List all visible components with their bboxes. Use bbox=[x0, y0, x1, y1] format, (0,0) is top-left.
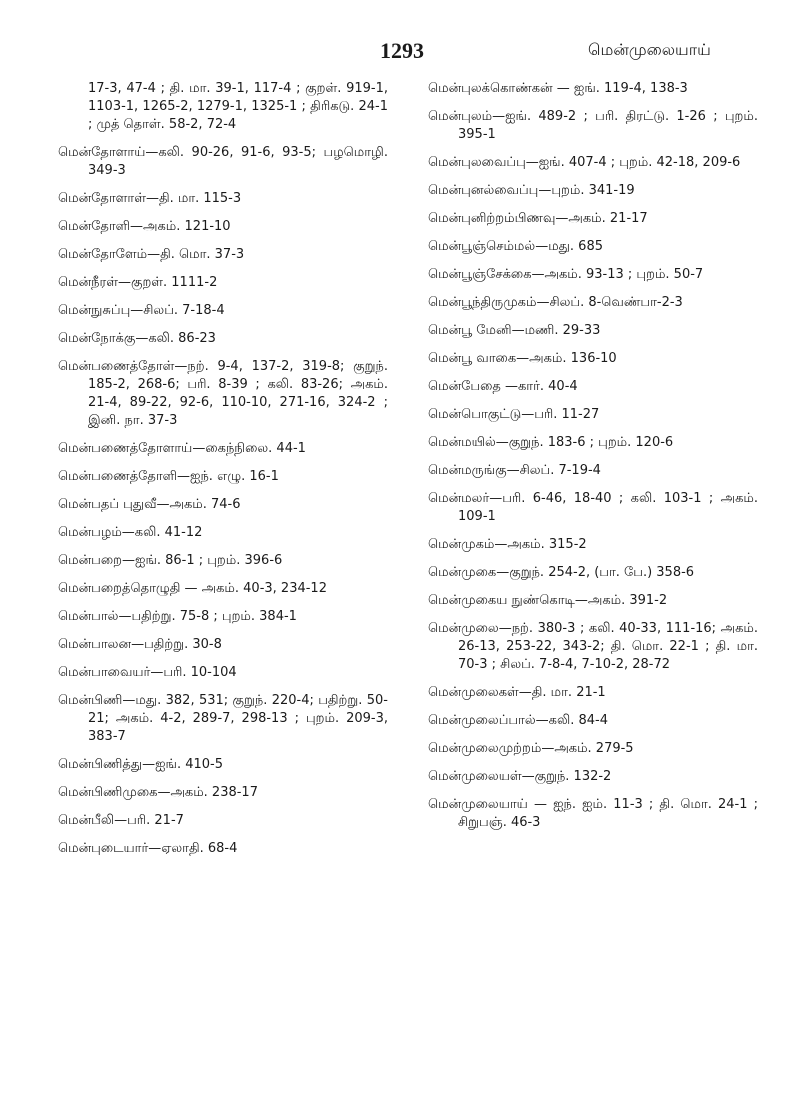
index-entry bbox=[428, 462, 758, 480]
entry-references: —பதிற்று. 30-8 bbox=[131, 637, 222, 652]
entry-headword: மென்முலையள் bbox=[428, 769, 522, 784]
entry-references: —நற். 380-3 ; கலி. 40-33, 111-16; அகம். 26-13, 253-22, 343-2; தி. மொ. 22-1 ; தி. மா. 70-3 ; சிலப். 7-8-4, 7-10-2, 28-72 bbox=[458, 621, 758, 672]
index-entry bbox=[58, 190, 388, 208]
entry-references: —நற். 9-4, 137-2, 319-8; குறுந். 185-2, 268-6; பரி. 8-39 ; கலி. 83-26; அகம். 21-4, 89-22, 92-6, 110-10, 271-16, 324-2 ; இனி. நா. 37-3 bbox=[88, 359, 388, 428]
entry-references: —பரி. 6-46, 18-40 ; கலி. 103-1 ; அகம். 109-1 bbox=[458, 491, 758, 524]
entry-headword: மென்புலக்கொண்கன் bbox=[428, 81, 553, 96]
index-entry bbox=[58, 580, 388, 598]
index-entry bbox=[58, 608, 388, 626]
index-entry bbox=[58, 144, 388, 180]
entry-headword: மென்பூஞ்செம்மல் bbox=[428, 239, 536, 254]
index-entry bbox=[428, 740, 758, 758]
entry-references: —பரி. 10-104 bbox=[150, 665, 237, 680]
index-entry bbox=[58, 552, 388, 570]
index-entry bbox=[428, 182, 758, 200]
entry-references: —அகம். 93-13 ; புறம். 50-7 bbox=[531, 267, 704, 282]
index-entry bbox=[58, 664, 388, 682]
entry-references: —அகம். 74-6 bbox=[156, 497, 241, 512]
index-entry bbox=[58, 840, 388, 858]
entry-references: —குறுந். 254-2, (பா. பே.) 358-6 bbox=[496, 565, 695, 580]
entry-references: —ஐங். 489-2 ; பரி. திரட்டு. 1-26 ; புறம். 395-1 bbox=[458, 109, 758, 142]
index-entry bbox=[428, 350, 758, 368]
entry-headword: மென்பிணி bbox=[58, 693, 123, 708]
entry-headword: மென்பூந்திருமுகம் bbox=[428, 295, 537, 310]
index-entry bbox=[428, 712, 758, 730]
entry-headword: மென்புலம் bbox=[428, 109, 493, 124]
entry-headword: மென்பாலன bbox=[58, 637, 132, 652]
entry-headword: மென்தோளாய் bbox=[58, 145, 146, 160]
entry-headword: மென்மயில் bbox=[428, 435, 496, 450]
index-entry bbox=[58, 524, 388, 542]
entry-headword: மென்முலை bbox=[428, 621, 499, 636]
entry-references: —அகம். 315-2 bbox=[494, 537, 587, 552]
entry-references: —பரி. 21-7 bbox=[114, 813, 184, 828]
entry-headword: மென்தோளாள் bbox=[58, 191, 146, 206]
index-entry bbox=[58, 440, 388, 458]
entry-headword: மென்பணைத்தோளி bbox=[58, 469, 178, 484]
index-entry bbox=[428, 266, 758, 284]
entry-references: —தி. மொ. 37-3 bbox=[147, 247, 245, 262]
index-entry bbox=[428, 154, 758, 172]
left-column bbox=[58, 80, 388, 868]
index-entry bbox=[428, 406, 758, 424]
entry-headword: மென்பூ வாகை bbox=[428, 351, 517, 366]
entry-headword: மென்பதப் புதுவீ bbox=[58, 497, 157, 512]
entry-headword: மென்முகைய நுண்கொடி bbox=[428, 593, 575, 608]
entry-references: —சிலப். 7-19-4 bbox=[506, 463, 601, 478]
index-entry bbox=[428, 80, 758, 98]
entry-references: —ஐந். எழு. 16-1 bbox=[177, 469, 279, 484]
entry-headword: மென்பால் bbox=[58, 609, 119, 624]
entry-headword: மென்முகை bbox=[428, 565, 497, 580]
index-entry bbox=[428, 322, 758, 340]
entry-references: —கைந்நிலை. 44-1 bbox=[192, 441, 306, 456]
entry-headword: மென்பறைத்தொழுதி bbox=[58, 581, 181, 596]
index-entry bbox=[428, 108, 758, 144]
index-entry bbox=[58, 246, 388, 264]
index-entry bbox=[58, 218, 388, 236]
entry-references: —அகம். 279-5 bbox=[541, 741, 634, 756]
index-entry bbox=[428, 796, 758, 832]
entry-references: —குறுந். 183-6 ; புறம். 120-6 bbox=[495, 435, 674, 450]
entry-references: —குறுந். 132-2 bbox=[521, 769, 612, 784]
entry-headword: மென்பூஞ்சேக்கை bbox=[428, 267, 532, 282]
right-column bbox=[428, 80, 758, 842]
entry-headword: மென்தோளி bbox=[58, 219, 131, 234]
entry-headword: மென்புடையார் bbox=[58, 841, 149, 856]
entry-references: —பரி. 11-27 bbox=[521, 407, 600, 422]
entry-headword: மென்புலவைப்பு bbox=[428, 155, 526, 170]
index-entry bbox=[58, 636, 388, 654]
page-number: 1293 bbox=[380, 38, 424, 63]
index-entry bbox=[428, 210, 758, 228]
entry-references: —மது. 685 bbox=[535, 239, 603, 254]
entry-references: —கலி. 41-12 bbox=[121, 525, 203, 540]
entry-headword: மென்பூ மேனி bbox=[428, 323, 512, 338]
entry-references: —தி. மா. 21-1 bbox=[518, 685, 606, 700]
entry-references: —அகம். 238-17 bbox=[157, 785, 258, 800]
entry-headword: மென்பொகுட்டு bbox=[428, 407, 522, 422]
entry-headword: மென்முலைமுற்றம் bbox=[428, 741, 542, 756]
index-entry bbox=[428, 768, 758, 786]
entry-headword: மென்முலைகள் bbox=[428, 685, 519, 700]
entry-headword: மென்பாவையர் bbox=[58, 665, 151, 680]
entry-references: —புறம். 341-19 bbox=[538, 183, 635, 198]
entry-headword: மென்புனல்வைப்பு bbox=[428, 183, 539, 198]
entry-headword: மென்மருங்கு bbox=[428, 463, 507, 478]
index-entry bbox=[58, 756, 388, 774]
entry-headword: மென்மலர் bbox=[428, 491, 490, 506]
index-entry bbox=[58, 358, 388, 430]
index-entry bbox=[58, 784, 388, 802]
entry-references: —ஐங். 407-4 ; புறம். 42-18, 209-6 bbox=[525, 155, 741, 170]
index-entry bbox=[58, 468, 388, 486]
index-entry bbox=[428, 238, 758, 256]
index-entry bbox=[428, 620, 758, 674]
entry-references: —பதிற்று. 75-8 ; புறம். 384-1 bbox=[118, 609, 297, 624]
index-entry bbox=[428, 490, 758, 526]
index-entry bbox=[428, 684, 758, 702]
entry-headword: மென்நீரள் bbox=[58, 275, 118, 290]
index-entry bbox=[428, 378, 758, 396]
index-entry bbox=[428, 434, 758, 452]
index-entry bbox=[428, 536, 758, 554]
index-entry bbox=[58, 812, 388, 830]
entry-headword: மென்பணைத்தோள் bbox=[58, 359, 175, 374]
entry-headword: மென்பழம் bbox=[58, 525, 122, 540]
entry-references: —கலி. 90-26, 91-6, 93-5; பழமொழி. 349-3 bbox=[88, 145, 388, 178]
entry-references: —அகம். 121-10 bbox=[130, 219, 231, 234]
entry-references: —அகம். 21-17 bbox=[555, 211, 648, 226]
running-head: மென்முலையாய் bbox=[588, 40, 711, 59]
entry-references: —கார். 40-4 bbox=[500, 379, 578, 394]
entry-references: 17-3, 47-4 ; தி. மா. 39-1, 117-4 ; குறள். 919-1, 1103-1, 1265-2, 1279-1, 1325-1 ; திரிகடு. 24-1 ; முத் தொள். 58-2, 72-4 bbox=[88, 81, 388, 132]
entry-headword: மென்பேதை bbox=[428, 379, 501, 394]
page-header bbox=[0, 38, 800, 72]
entry-references: —குறள். 1111-2 bbox=[117, 275, 218, 290]
entry-references: —ஏலாதி. 68-4 bbox=[148, 841, 238, 856]
entry-headword: மென்முலைப்பால் bbox=[428, 713, 536, 728]
entry-references: —கலி. 86-23 bbox=[135, 331, 216, 346]
entry-references: —சிலப். 8-வெண்பா-2-3 bbox=[536, 295, 683, 310]
index-entry bbox=[58, 274, 388, 292]
entry-references: —ஐங். 86-1 ; புறம். 396-6 bbox=[122, 553, 283, 568]
entry-headword: மென்புனிற்றம்பிணவு bbox=[428, 211, 556, 226]
entry-references: — அகம். 40-3, 234-12 bbox=[180, 581, 327, 596]
entry-references: —மணி. 29-33 bbox=[511, 323, 601, 338]
entry-headword: மென்பறை bbox=[58, 553, 123, 568]
index-entry bbox=[58, 330, 388, 348]
entry-headword: மென்பீலி bbox=[58, 813, 115, 828]
entry-headword: மென்முகம் bbox=[428, 537, 495, 552]
entry-headword: மென்தோளேம் bbox=[58, 247, 148, 262]
entry-headword: மென்நோக்கு bbox=[58, 331, 136, 346]
entry-references: —அகம். 136-10 bbox=[516, 351, 617, 366]
entry-references: —அகம். 391-2 bbox=[574, 593, 668, 608]
entry-headword: மென்பிணித்து bbox=[58, 757, 143, 772]
index-entry bbox=[428, 592, 758, 610]
index-entry bbox=[428, 564, 758, 582]
entry-headword: மென்பிணிமுகை bbox=[58, 785, 158, 800]
index-entry bbox=[58, 302, 388, 320]
entry-headword: மென்நுசுப்பு bbox=[58, 303, 131, 318]
entry-references: —தி. மா. 115-3 bbox=[145, 191, 242, 206]
entry-references: — ஐங். 119-4, 138-3 bbox=[552, 81, 688, 96]
entry-references: —கலி. 84-4 bbox=[535, 713, 608, 728]
index-entry bbox=[58, 692, 388, 746]
index-entry bbox=[58, 496, 388, 514]
entry-references: — ஐந். ஐம். 11-3 ; தி. மொ. 24-1 ; சிறுபஞ். 46-3 bbox=[458, 797, 758, 830]
entry-headword: மென்முலையாய் bbox=[428, 797, 528, 812]
index-entry bbox=[428, 294, 758, 312]
entry-headword: மென்பணைத்தோளாய் bbox=[58, 441, 193, 456]
entry-references: —மது. 382, 531; குறுந். 220-4; பதிற்று. 50-21; அகம். 4-2, 289-7, 298-13 ; புறம். 209-3, 383-7 bbox=[88, 693, 388, 744]
entry-references: —சிலப். 7-18-4 bbox=[130, 303, 225, 318]
entry-references: —ஐங். 410-5 bbox=[142, 757, 223, 772]
index-entry bbox=[58, 80, 388, 134]
